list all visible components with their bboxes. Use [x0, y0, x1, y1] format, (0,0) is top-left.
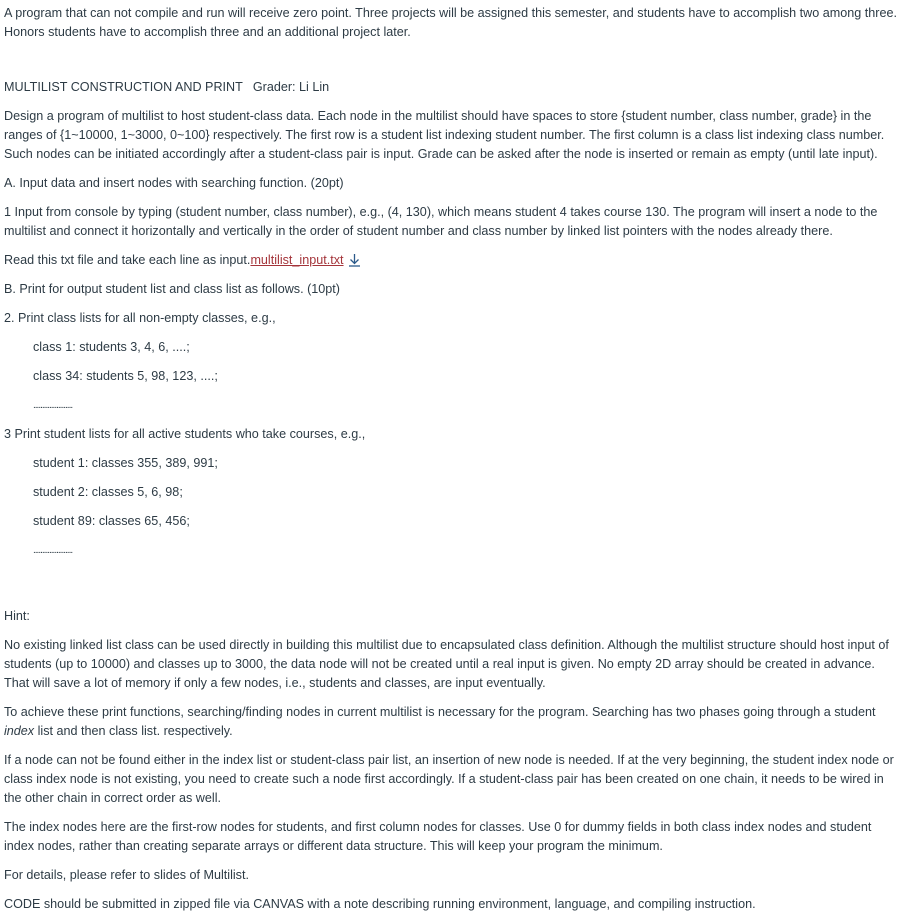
class-example-2: class 34: students 5, 98, 123, ....; [33, 369, 218, 383]
intro-paragraph: A program that can not compile and run will receive zero point. Three projects will be assigned this semester, and students have to accomplish two among three. Honors students have to accomplish three and an additional project later. [4, 6, 897, 39]
read-file-line [4, 251, 903, 270]
input-file-link[interactable]: multilist_input.txt [250, 253, 344, 267]
part-b-item-3: 3 Print student lists for all active students who take courses, e.g., [4, 427, 366, 441]
student-examples-ellipsis: ...................... [33, 545, 73, 556]
student-example-1: student 1: classes 355, 389, 991; [33, 456, 218, 470]
read-file-text: Read this txt file and take each line as input. [4, 253, 251, 267]
hint-paragraph-2 [4, 703, 903, 741]
project-description: Design a program of multilist to host student-class data. Each node in the multilist should have spaces to store {student number, class number, grade} in the ranges of {1~10000, 1~3000, 0~100} respectively. The first row is a student list indexing student number. The first column is a class list indexing class number. Such nodes can be initiated accordingly after a student-class pair is input. Grade can be asked after the node is inserted or remain as empty (until late input). [4, 109, 885, 161]
part-b-item-2: 2. Print class lists for all non-empty classes, e.g., [4, 311, 276, 325]
download-icon[interactable] [348, 253, 361, 267]
hint-paragraph-5: For details, please refer to slides of Multilist. [4, 868, 249, 882]
hint-paragraph-3: If a node can not be found either in the index list or student-class pair list, an insertion of new node is needed. If at the very beginning, the student index node or class index node is not existing, you need to create such a node first accordingly. If a student-class pair has been created on one chain, it needs to be wired in the other chain in correct order as well. [4, 753, 894, 805]
grader-label: Grader: Li Lin [252, 80, 330, 94]
part-a-item-1: 1 Input from console by typing (student number, class number), e.g., (4, 130), which means student 4 takes course 130. The program will insert a node to the multilist and connect it horizontally and vertically in the order of student number and class number by linked list pointers with the nodes already there. [4, 205, 878, 238]
project-title: MULTILIST CONSTRUCTION AND PRINT [4, 80, 243, 94]
hint-paragraph-1: No existing linked list class can be used directly in building this multilist due to encapsulated class definition. Although the multilist structure should host input of students (up to 10000) and classes up to 3000, the data node will not be created until a real input is given. No empty 2D array should be created in advance. That will save a lot of memory if only a few nodes, i.e., students and classes, are input eventually. [4, 638, 889, 690]
hint-paragraph-6: CODE should be submitted in zipped file via CANVAS with a note describing running environment, language, and compiling instruction. [4, 897, 756, 911]
class-examples-ellipsis: ...................... [33, 400, 73, 411]
part-b-heading: B. Print for output student list and class list as follows. (10pt) [4, 282, 340, 296]
student-example-2: student 2: classes 5, 6, 98; [33, 485, 183, 499]
project-title-line [4, 78, 903, 97]
hint-p2-end: list and then class list. respectively. [34, 724, 233, 738]
hint-p2-start: To achieve these print functions, searching/finding nodes in current multilist is necessary for the program. Searching has two phases going through a student [4, 705, 876, 719]
hint-paragraph-4: The index nodes here are the first-row nodes for students, and first column nodes for classes. Use 0 for dummy fields in both class index nodes and student index nodes, rather than creating separate arrays or different data structure. This will keep your program the minimum. [4, 820, 872, 853]
hint-label: Hint: [4, 609, 30, 623]
class-example-1: class 1: students 3, 4, 6, ....; [33, 340, 190, 354]
part-a-heading: A. Input data and insert nodes with searching function. (20pt) [4, 176, 344, 190]
student-example-3: student 89: classes 65, 456; [33, 514, 190, 528]
hint-p2-emphasis: index [4, 724, 35, 738]
